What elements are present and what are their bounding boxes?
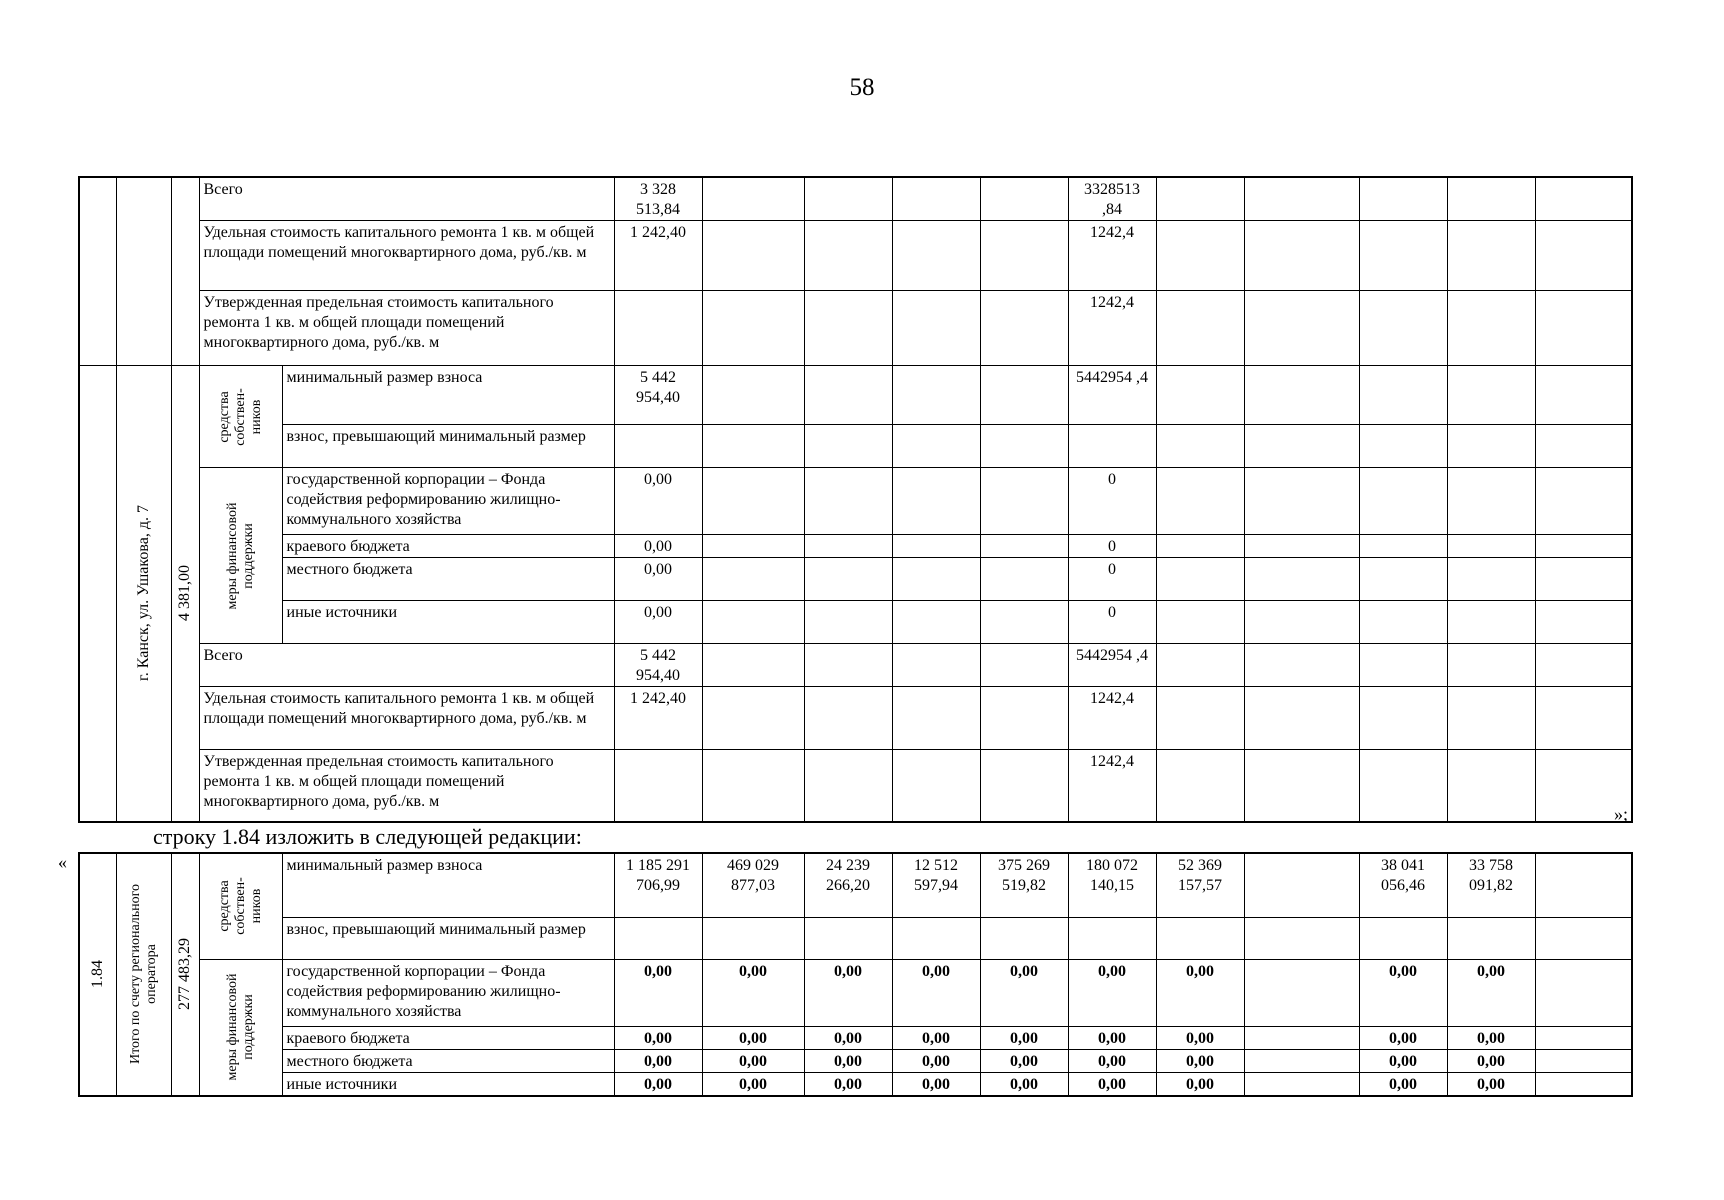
regional-budget-label: краевого бюджета	[282, 1026, 614, 1049]
table-row	[79, 468, 1632, 535]
fund-value: 0,00	[1447, 959, 1535, 1026]
table-row	[79, 535, 1632, 558]
table-row	[79, 917, 1632, 959]
other-sources-value: 0,00	[1156, 1072, 1244, 1096]
regional-budget-value: 0,00	[892, 1026, 980, 1049]
table-row	[79, 177, 1632, 221]
limit-cost-label: Утвержденная предельная стоимость капитального ремонта 1 кв. м общей площади помещений многоквартирного дома, руб./кв. м	[199, 750, 614, 822]
table-row	[79, 1049, 1632, 1072]
row-name-cell: Итого по счету регионального оператора	[116, 853, 171, 1096]
fund-value	[1535, 959, 1632, 1026]
total-label: Всего	[199, 177, 614, 221]
other-sources-value: 0,00	[980, 1072, 1068, 1096]
fund-value: 0,00	[1359, 959, 1447, 1026]
table-row	[79, 425, 1632, 468]
other-sources-value: 0,00	[804, 1072, 892, 1096]
unit-cost-label: Удельная стоимость капитального ремонта 1 кв. м общей площади помещений многоквартирного дома, руб./кв. м	[199, 687, 614, 750]
total-value-g: 3328513 ,84	[1068, 177, 1156, 221]
local-budget-label: местного бюджета	[282, 558, 614, 601]
fund-value: 0,00	[702, 959, 804, 1026]
other-sources-value: 0,00	[614, 1072, 702, 1096]
fund-label: государственной корпорации – Фонда содействия реформированию жилищно-коммунального хозяйства	[282, 468, 614, 535]
local-budget-value: 0,00	[1068, 1049, 1156, 1072]
min-contrib-value: 180 072 140,15	[1068, 853, 1156, 917]
unit-cost-value-g: 1242,4	[1068, 221, 1156, 291]
capital-repair-table-top	[78, 176, 1633, 823]
other-sources-label: иные источники	[282, 601, 614, 644]
limit-cost-value-g: 1242,4	[1068, 750, 1156, 822]
regional-budget-value: 0,00	[1359, 1026, 1447, 1049]
total-value: 3 328 513,84	[614, 177, 702, 221]
fund-value-g: 0	[1068, 468, 1156, 535]
closing-quote: »;	[1614, 804, 1629, 824]
limit-cost-label: Утвержденная предельная стоимость капитального ремонта 1 кв. м общей площади помещений многоквартирного дома, руб./кв. м	[199, 291, 614, 366]
total-value-g: 5442954 ,4	[1068, 644, 1156, 687]
regional-budget-value: 0,00	[804, 1026, 892, 1049]
regional-budget-value: 0,00	[1447, 1026, 1535, 1049]
local-budget-label: местного бюджета	[282, 1049, 614, 1072]
table-row	[79, 853, 1632, 917]
local-budget-value-g: 0	[1068, 558, 1156, 601]
opening-quote: «	[58, 852, 67, 872]
fund-value: 0,00	[614, 959, 702, 1026]
regional-budget-value: 0,00	[702, 1026, 804, 1049]
fund-value: 0,00	[1068, 959, 1156, 1026]
local-budget-value	[1244, 1049, 1359, 1072]
total-value: 5 442 954,40	[614, 644, 702, 687]
row-number-cell: 1.84	[79, 853, 116, 1096]
min-contrib-value: 38 041 056,46	[1359, 853, 1447, 917]
other-sources-value-g: 0	[1068, 601, 1156, 644]
address-cell: г. Канск, ул. Ушакова, д. 7	[116, 366, 171, 822]
local-budget-value: 0,00	[614, 558, 702, 601]
regional-budget-value	[1244, 1026, 1359, 1049]
other-sources-value: 0,00	[1359, 1072, 1447, 1096]
fund-value: 0,00	[980, 959, 1068, 1026]
regional-budget-value: 0,00	[1156, 1026, 1244, 1049]
fund-value: 0,00	[892, 959, 980, 1026]
unit-cost-value: 1 242,40	[614, 687, 702, 750]
min-contrib-value: 52 369 157,57	[1156, 853, 1244, 917]
other-sources-label: иные источники	[282, 1072, 614, 1096]
regional-budget-value: 0,00	[1068, 1026, 1156, 1049]
min-contrib-label: минимальный размер взноса	[282, 853, 614, 917]
capital-repair-table-bottom	[78, 852, 1633, 1097]
min-contrib-value: 1 185 291 706,99	[614, 853, 702, 917]
local-budget-value: 0,00	[702, 1049, 804, 1072]
table-row	[79, 644, 1632, 687]
other-sources-value: 0,00	[614, 601, 702, 644]
instruction-text: строку 1.84 изложить в следующей редакции:	[153, 824, 582, 849]
area-cell: 277 483,29	[171, 853, 199, 1096]
fund-value: 0,00	[804, 959, 892, 1026]
other-sources-value: 0,00	[1447, 1072, 1535, 1096]
page-number: 58	[849, 74, 875, 101]
table-row	[79, 1072, 1632, 1096]
regional-budget-value	[1535, 1026, 1632, 1049]
local-budget-value	[1535, 1049, 1632, 1072]
excess-contrib-label: взнос, превышающий минимальный размер	[282, 917, 614, 959]
other-sources-value: 0,00	[1068, 1072, 1156, 1096]
fund-value: 0,00	[614, 468, 702, 535]
min-contrib-value: 5 442 954,40	[614, 366, 702, 425]
owners-group-label: средства собствен-ников	[199, 366, 282, 468]
owners-group-label: средства собствен-ников	[199, 853, 282, 959]
min-contrib-value: 375 269 519,82	[980, 853, 1068, 917]
table-row	[79, 959, 1632, 1026]
local-budget-value: 0,00	[804, 1049, 892, 1072]
regional-budget-value-g: 0	[1068, 535, 1156, 558]
other-sources-value: 0,00	[702, 1072, 804, 1096]
other-sources-value	[1535, 1072, 1632, 1096]
min-contrib-value	[1535, 853, 1632, 917]
regional-budget-label: краевого бюджета	[282, 535, 614, 558]
table-row	[79, 687, 1632, 750]
min-contrib-value-g: 5442954 ,4	[1068, 366, 1156, 425]
support-group-label: меры финансовой поддержки	[199, 959, 282, 1096]
local-budget-value: 0,00	[1156, 1049, 1244, 1072]
min-contrib-value: 12 512 597,94	[892, 853, 980, 917]
table-row	[79, 558, 1632, 601]
unit-cost-value: 1 242,40	[614, 221, 702, 291]
table-row	[79, 601, 1632, 644]
unit-cost-label: Удельная стоимость капитального ремонта 1 кв. м общей площади помещений многоквартирного дома, руб./кв. м	[199, 221, 614, 291]
excess-contrib-label: взнос, превышающий минимальный размер	[282, 425, 614, 468]
local-budget-value: 0,00	[892, 1049, 980, 1072]
local-budget-value: 0,00	[980, 1049, 1068, 1072]
regional-budget-value: 0,00	[614, 535, 702, 558]
local-budget-value: 0,00	[614, 1049, 702, 1072]
min-contrib-value	[1244, 853, 1359, 917]
support-group-label: меры финансовой поддержки	[199, 468, 282, 644]
regional-budget-value: 0,00	[614, 1026, 702, 1049]
local-budget-value: 0,00	[1447, 1049, 1535, 1072]
table-row	[79, 366, 1632, 425]
regional-budget-value: 0,00	[980, 1026, 1068, 1049]
unit-cost-value-g: 1242,4	[1068, 687, 1156, 750]
local-budget-value: 0,00	[1359, 1049, 1447, 1072]
min-contrib-value: 33 758 091,82	[1447, 853, 1535, 917]
table-row	[79, 1026, 1632, 1049]
limit-cost-value-g: 1242,4	[1068, 291, 1156, 366]
min-contrib-label: минимальный размер взноса	[282, 366, 614, 425]
other-sources-value	[1244, 1072, 1359, 1096]
area-cell: 4 381,00	[171, 366, 199, 822]
table-row	[79, 221, 1632, 291]
fund-value: 0,00	[1156, 959, 1244, 1026]
fund-value	[1244, 959, 1359, 1026]
fund-label: государственной корпорации – Фонда содействия реформированию жилищно-коммунального хозяйства	[282, 959, 614, 1026]
table-row	[79, 750, 1632, 822]
other-sources-value: 0,00	[892, 1072, 980, 1096]
min-contrib-value: 469 029 877,03	[702, 853, 804, 917]
min-contrib-value: 24 239 266,20	[804, 853, 892, 917]
table-row	[79, 291, 1632, 366]
total-label: Всего	[199, 644, 614, 687]
